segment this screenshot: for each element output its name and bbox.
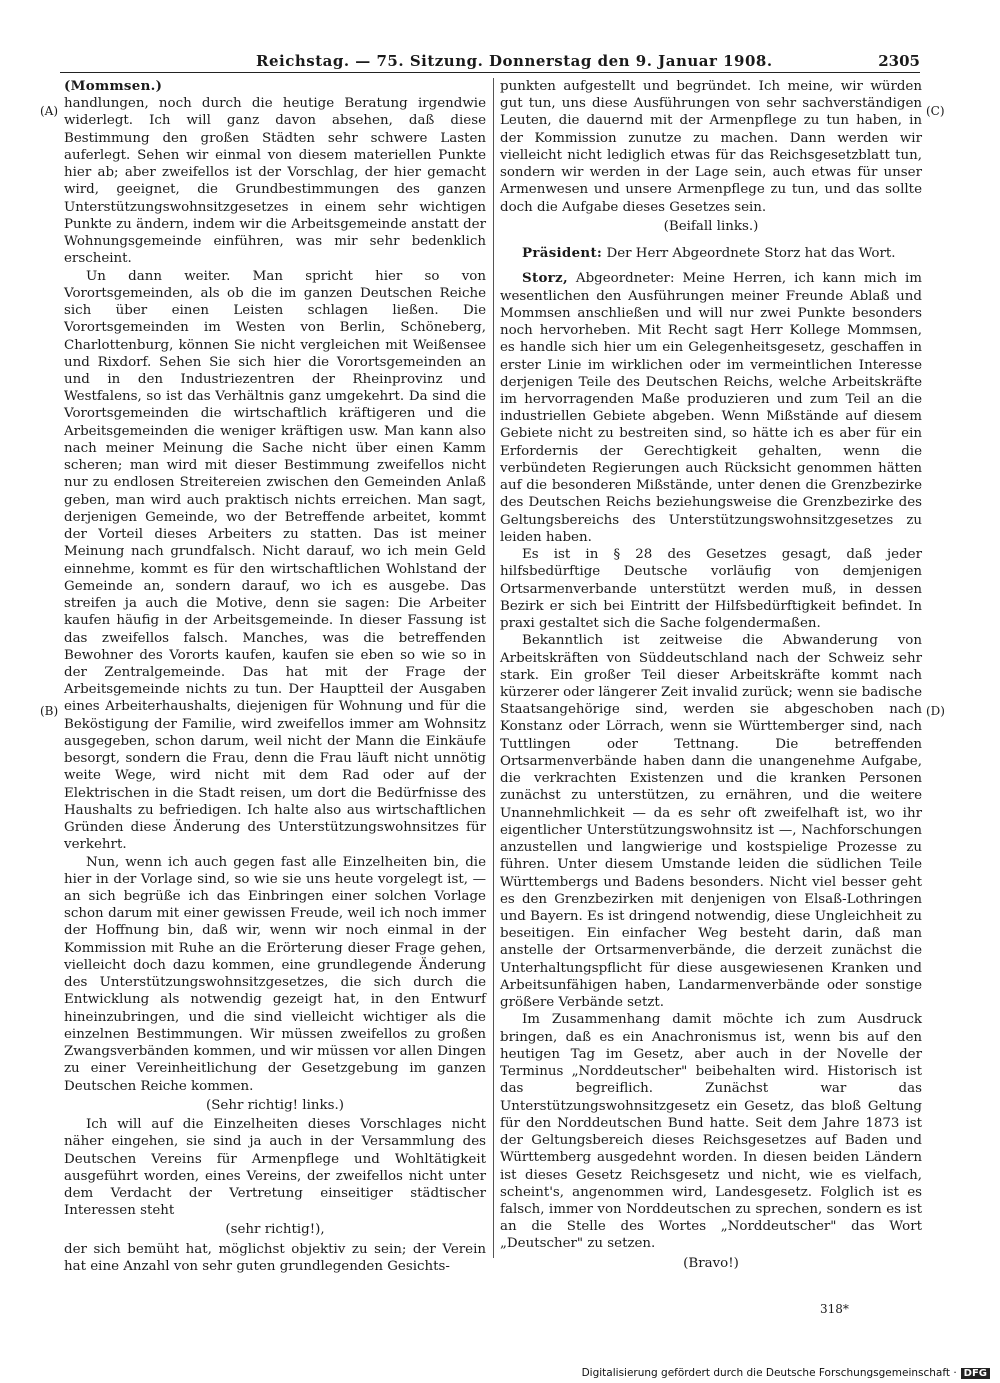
right-column: [500, 78, 922, 1274]
spacer: [500, 262, 922, 270]
storz-paragraph: [500, 270, 922, 546]
signature-mark: 318*: [820, 1302, 849, 1316]
storz-label: Storz,: [522, 270, 568, 287]
paragraph: punkten aufgestellt und begründet. Ich meine, wir würden gut tun, uns diese Ausführungen von sehr sachverständigen Leuten, die dauernd mit der Armenpflege zu tun haben, in der Kommission zunutze zu machen. Dann werden wir vielleicht nicht lediglich etwas für das Reichsgesetzblatt tun, sondern wir werden in der Lage sein, auch etwas für unser Armenwesen und unsere Armenpflege zu tun, und das sollte doch die Aufgabe dieses Gesetzes sein.: [500, 79, 922, 215]
footer-text: Digitalisierung gefördert durch die Deutsche Forschungsgemeinschaft ·: [581, 1367, 957, 1379]
president-label: Präsident:: [522, 245, 603, 262]
running-header: [60, 50, 920, 73]
left-column: [64, 78, 486, 1275]
paragraph: der sich bemüht hat, möglichst objektiv zu sein; der Verein hat eine Anzahl von sehr guten grundlegenden Gesichts-: [64, 1241, 486, 1274]
paragraph: Bekanntlich ist zeitweise die Abwanderung von Arbeitskräften von Süddeutschland nach der Schweiz sehr stark. Ein großer Teil dieser Arbeitskräfte kommt nach kürzerer oder längerer Zeit invalid zurück; wenn sie badische Staatsangehörige sind, werden sie abgeschoben nach Konstanz oder Lörrach, wenn sie Württemberger sind, nach Tuttlingen oder Tettnang. Die betreffenden Ortsarmenverbände haben dann die unangenehme Aufgabe, die verkrachten Existenzen und die kranken Personen zunächst zu unterstützen, zu ernähren, und die weitere Unannehmlichkeit — da es sehr oft zweifelhaft ist, wo ihr eigentlicher Unterstützungswohnsitz ist —, Nachforschungen anzustellen und langwierige und kostspielige Prozesse zu führen. Unter diesem Umstande leiden die südlichen Teile Württembergs und Badens besonders. Nicht viel besser geht es den Grenzbezirken mit denjenigen von Elsaß-Lothringen und Bayern. Es ist dringend notwendig, diese Ungleichheit zu beseitigen. Ein einfacher Weg besteht darin, daß man anstelle der Ortsarmenverbände, die derzeit zunächst die Unterhaltungspflicht für diese ausgewiesenen Kranken und Arbeitsunfähigen haben, Landarmenverbände oder sonstige größere Verbände setzt.: [500, 633, 922, 1011]
spacer: [500, 237, 922, 245]
president-text: Der Herr Abgeordnete Storz hat das Wort.: [606, 246, 896, 262]
running-title: Reichstag. — 75. Sitzung. Donnerstag den 9. Januar 1908.: [256, 52, 773, 70]
paragraph: Es ist in § 28 des Gesetzes gesagt, daß jeder hilfsbedürftige Deutsche vorläufig von demjenigen Ortsarmenverbande unterstützt werden muß, in dessen Bezirk er sich bei Eintritt der Hilfsbedürftigkeit befindet. In praxi gestaltet sich die Sache folgendermaßen.: [500, 547, 922, 632]
interjection: (sehr richtig!),: [225, 1222, 325, 1238]
margin-marker-d: (D): [926, 704, 945, 718]
margin-marker-c: (C): [926, 104, 945, 118]
speaker-tag: (Mommsen.): [64, 78, 163, 94]
paragraph: Im Zusammenhang damit möchte ich zum Ausdruck bringen, daß es ein Anachronismus ist, wenn bis auf den heutigen Tag im Gesetz, aber auch in der Novelle der Terminus „Norddeutscher" beibehalten wird. Historisch ist das begreiflich. Zunächst war das Unterstützungswohnsitzgesetz ein Gesetz, das bloß Geltung für den Norddeutschen Bund hatte. Seit dem Jahre 1873 ist der Geltungsbereich dieses Reichsgesetzes auf Baden und Württemberg ausgedehnt worden. In diesen beiden Ländern ist dieses Gesetz Reichsgesetz und nicht, wie es vielfach, scheint's, angenommen wird, Landesgesetz. Folglich ist es falsch, immer von Norddeutschen zu sprechen, sondern es ist an die Stelle des Wortes „Norddeutscher" das Wort „Deutscher" zu setzen.: [500, 1012, 922, 1252]
margin-marker-b: (B): [40, 704, 59, 718]
interjection: (Sehr richtig! links.): [206, 1097, 344, 1113]
paragraph: Ich will auf die Einzelheiten dieses Vorschlages nicht näher eingehen, sie sind ja auch in der Versammlung des Deutschen Vereins für Armenpflege und Wohltätigkeit ausgeführt worden, eines Vereins, der zweifellos nicht unter dem Verdacht der Vertretung einseitiger städtischer Interessen steht: [64, 1117, 486, 1219]
interjection: (Bravo!): [683, 1255, 739, 1271]
footer-credit: [582, 1367, 990, 1379]
storz-text: Meine Herren, ich kann mich im wesentlichen den Ausführungen meiner Freunde Ablaß und Mommsen anschließen und will nur zwei Punkte besonders noch hervorheben. Mit Recht sagt Herr Kollege Mommsen, es handle sich hier um ein Gelegenheitsgesetz, geschaffen in erster Linie im wirklichen oder im vermeintlichen Interesse derjenigen Teile des Deutschen Reichs, welche Arbeitskräfte im hervorragenden Maße produzieren und zum Teil an die industriellen Gebiete abgeben. Wenn Mißstände auf diesem Gebiete nicht zu bestreiten sind, so hätte ich es aber für ein Erfordernis der Gerechtigkeit gehalten, wenn die verbündeten Regierungen auch Rücksicht genommen hätten auf die besonderen Mißstände, unter denen die Grenzbezirke des Deutschen Reichs beziehungsweise die Grenzbezirke des Geltungsbereichs des Unterstützungswohnsitzgesetzes zu leiden haben.: [500, 271, 922, 545]
storz-role: Abgeordneter:: [575, 271, 675, 287]
page-number: 2305: [878, 52, 920, 70]
paragraph: Un dann weiter. Man spricht hier so von Vorortsgemeinden, als ob die im ganzen Deutschen Reiche sich über einen Leisten schlagen ließen. Die Vorortsgemeinden im Westen von Berlin, Schöneberg, Charlottenburg, können Sie nicht vergleichen mit Weißensee und Rixdorf. Sehen Sie sich hier die Vorortsgemeinden an und in den Industriezentren der Rheinprovinz und Westfalens, so ist das Verhältnis ganz umgekehrt. Da sind die Vorortsgemeinden die wirtschaftlich kräftigeren und die Arbeitsgemeinden die weniger kräftigen usw. Man kann also nach meiner Meinung die Sache nicht über einen Kamm scheren; man wird mit dieser Bestimmung zweifellos nicht nur zu endlosen Streitereien zwischen den Gemeinden Anlaß geben, man wird auch praktisch nichts erreichen. Man sagt, derjenigen Gemeinde, wo der Betreffende arbeitet, kommt der Vorteil dieses Arbeiters zu statten. Das ist meiner Meinung nach grundfalsch. Nicht darauf, wo ich mein Geld einnehme, kommt es für den wirtschaftlichen Wohlstand der Gemeinde an, sondern darauf, wo ich es ausgebe. Das streifen ja auch die Motive, denn sie sagen: Die Arbeiter kaufen häufig in der Arbeitsgemeinde. In dieser Fassung ist das zweifellos falsch. Manches, was die betreffenden Bewohner des Vororts kaufen, kaufen sie eben so wie so in der Zentralgemeinde. Das hat mit der Frage der Arbeitsgemeinde nichts zu tun. Der Hauptteil der Ausgaben eines Arbeiterhaushalts, diejenigen für Wohnung und für die Beköstigung der Familie, wird zweifellos immer am Wohnsitz ausgegeben, schon darum, weil nicht der Mann die Einkäufe besorgt, sondern die Frau, denn die Frau läuft nicht unnötig weite Wege, wird nicht mit dem Rad oder auf der Elektrischen in die Stadt reisen, um dort die Bedürfnisse des Haushalts zu befriedigen. Ich halte also aus wirtschaftlichen Gründen diese Änderung des Unterstützungswohnsitzes für verkehrt.: [64, 268, 486, 853]
margin-marker-a: (A): [40, 104, 59, 118]
president-paragraph: [500, 245, 922, 262]
dfg-logo: DFG: [961, 1368, 990, 1379]
interjection: (Beifall links.): [663, 218, 759, 234]
column-divider: [493, 78, 494, 1258]
paragraph: handlungen, noch durch die heutige Beratung irgendwie widerlegt. Ich will ganz davon absehen, daß diese Bestimmung den großen Städten sehr schwere Lasten auferlegt. Sehen wir einmal von diesem materiellen Punkte hier ab; aber zweifellos ist der Vorschlag, der hier gemacht wird, geeignet, die Grundbestimmungen des ganzen Unterstützungswohnsitzgesetzes in einem sehr wichtigen Punkte zu ändern, indem wir die Arbeitsgemeinde anstatt der Wohnungsgemeinde einführen, was mir sehr bedenklich erscheint.: [64, 96, 486, 267]
paragraph: Nun, wenn ich auch gegen fast alle Einzelheiten bin, die hier in der Vorlage sind, so wie sie uns heute vorgelegt ist, — an sich begrüße ich das Einbringen einer solchen Vorlage schon darum mit einer gewissen Freude, weil ich noch immer der Hoffnung bin, daß wir, wenn wir noch einmal in der Kommission mit Ruhe an die Erörterung dieser Frage gehen, vielleicht doch dazu kommen, eine grundlegende Änderung des Unterstützungswohnsitzgesetzes, die sich durch die Entwicklung als notwendig gezeigt hat, in den Entwurf hineinzubringen, und die sind vielleicht wichtiger als die einzelnen Bestimmungen. Wir müssen zweifellos zu großen Zwangsverbänden kommen, und wir müssen vor allen Dingen zu einer Vereinheitlichung der Gesetzgebung im ganzen Deutschen Reiche kommen.: [64, 854, 486, 1094]
